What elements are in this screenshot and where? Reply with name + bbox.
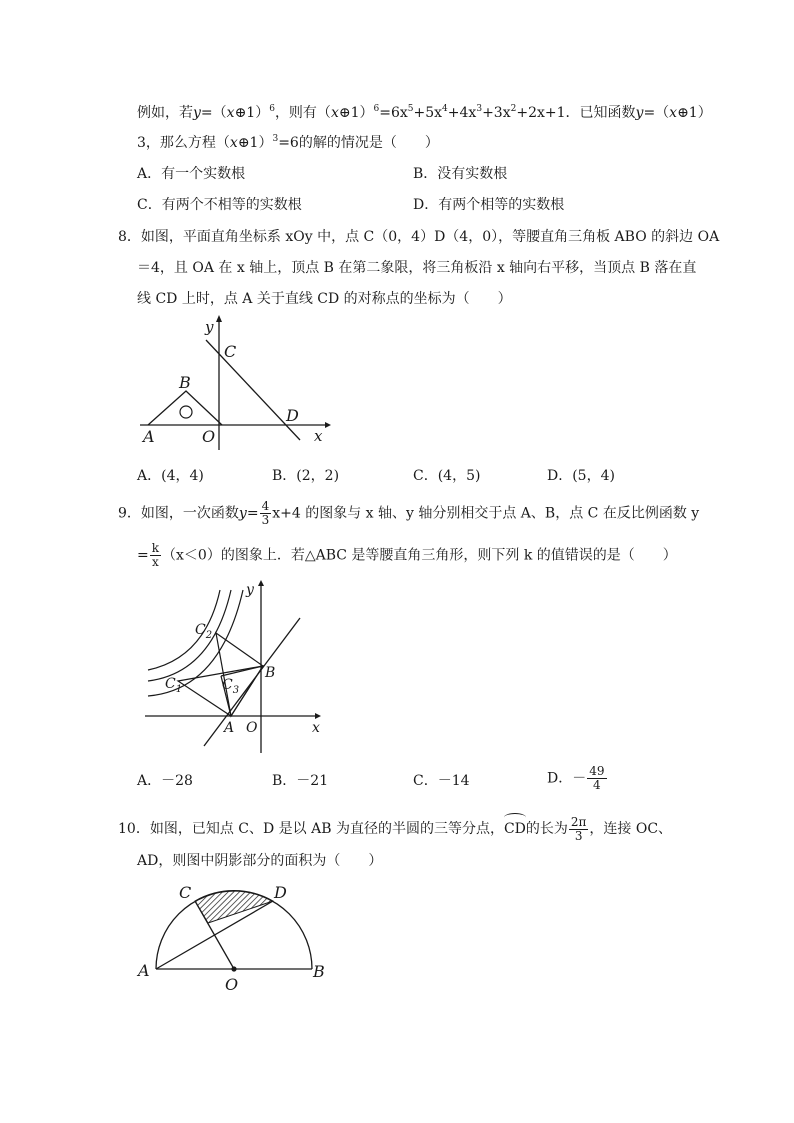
q10-center-dot xyxy=(231,966,236,971)
q10-line-1: 10．如图，已知点 C、D 是以 AB 为直径的半圆的三等分点，CD的长为 $\frac{2\pi}{3}$ ，连接 OC、 xyxy=(118,814,673,843)
q9-option-d: D．－ $\frac{49}{4}$ xyxy=(547,764,605,792)
q8-label-a: A xyxy=(143,427,155,446)
q9-y-arrow xyxy=(258,580,264,586)
q8-y-arrow xyxy=(216,315,222,322)
q9-option-c: C．－14 xyxy=(413,773,470,789)
q7-line-2: 3，那么方程（x⊕1）$^3$=6的解的情况是（ ） xyxy=(137,134,439,151)
q10-arc-cd: CD xyxy=(504,815,526,839)
q10-line-2: AD，则图中阴影部分的面积为（ ） xyxy=(137,853,383,869)
q9-figure xyxy=(140,578,340,758)
q8-label-x: x xyxy=(314,427,323,445)
q8-option-d: D．(5，4) xyxy=(547,468,615,484)
q10-arc-length-fraction: $\frac{2\pi}{3}$ xyxy=(570,814,587,843)
q9-line-1: 9．如图，一次函数y= $\frac{4}{3}$ x+4 的图象与 x 轴、y 轴分别相交于点 A、B，点 C 在反比例函数 y xyxy=(118,499,700,527)
q9-label-y: y xyxy=(246,582,254,598)
q9-label-a: A xyxy=(224,720,235,736)
q8-label-y: y xyxy=(205,318,214,336)
q7-line-1: 例如，若y=（x⊕1）$^6$，则有$(x\oplus 1)^6=6x^5+5x^4+4x^3+3x^2+2x+1$．已知函数y=（x⊕1） xyxy=(137,104,712,121)
q8-label-c: C xyxy=(224,342,237,361)
q8-line-1: 8．如图，平面直角坐标系 xOy 中，点 C（0，4）D（4，0），等腰直角三角板 ABO 的斜边 OA xyxy=(118,229,720,245)
q7-option-c: C．有两个不相等的实数根 xyxy=(137,197,302,213)
q10-label-d: D xyxy=(274,883,287,902)
q10-label-b: B xyxy=(313,962,325,981)
q9-label-x: x xyxy=(312,720,320,736)
q7-option-d: D．有两个相等的实数根 xyxy=(413,197,565,213)
q9-segment-c3 xyxy=(221,666,263,676)
q8-label-d: D xyxy=(286,406,299,425)
q9-option-a: A．－28 xyxy=(137,773,193,789)
q8-line-2: ＝4，且 OA 在 x 轴上，顶点 B 在第二象限，将三角板沿 x 轴向右平移，当顶点 B 落在直 xyxy=(137,260,697,276)
q8-option-b: B．(2，2) xyxy=(272,468,340,484)
q9-k-fraction: $\frac{k}{x}$ xyxy=(151,541,160,569)
q10-label-o: O xyxy=(225,975,239,994)
q9-option-b: B．－21 xyxy=(272,773,329,789)
q8-figure xyxy=(130,310,340,460)
q9-label-o: O xyxy=(246,720,258,736)
q10-label-a: A xyxy=(138,961,150,980)
q8-option-a: A．(4，4) xyxy=(137,468,204,484)
q9-label-b: B xyxy=(265,665,276,681)
q8-triangle-hole xyxy=(180,406,192,418)
q8-triangle-abo xyxy=(148,391,222,425)
q9-slope-fraction: $\frac{4}{3}$ xyxy=(261,499,270,527)
q8-label-o: O xyxy=(202,427,216,446)
q9-label-c1: $C_1$ xyxy=(165,676,183,695)
q10-label-c: C xyxy=(179,883,192,902)
q7-option-a: A．有一个实数根 xyxy=(137,166,246,182)
q7-option-b: B．没有实数根 xyxy=(413,166,508,182)
q9-triangle-c1 xyxy=(178,666,263,716)
q9-x-arrow xyxy=(315,713,321,719)
q9-option-d-fraction: $\frac{49}{4}$ xyxy=(589,764,605,792)
q8-line-3: 线 CD 上时，点 A 关于直线 CD 的对称点的坐标为（ ） xyxy=(137,291,512,307)
q8-label-b: B xyxy=(179,373,191,392)
q9-label-c2: $C_2$ xyxy=(195,622,213,641)
q8-x-arrow xyxy=(325,422,331,428)
q9-label-c3: $C_3$ xyxy=(222,677,240,696)
q8-option-c: C．(4，5) xyxy=(413,468,481,484)
q9-line-2: = $\frac{k}{x}$ （x＜0）的图象上．若△ABC 是等腰直角三角形，则下列 k 的值错误的是（ ） xyxy=(137,541,677,569)
q10-figure xyxy=(132,880,337,995)
